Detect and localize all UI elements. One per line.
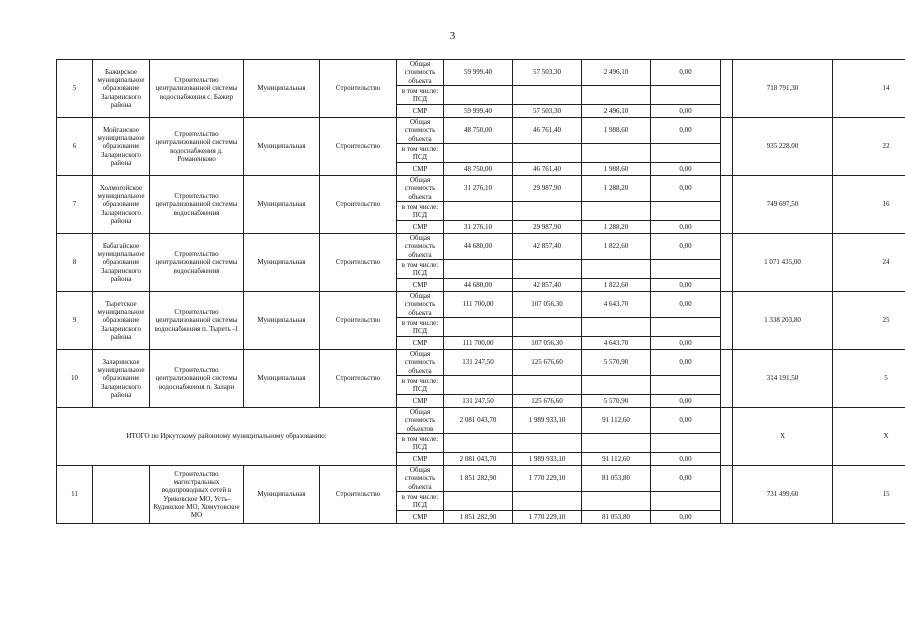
cost-value-local: 1 988,60: [582, 118, 651, 144]
municipality-name: Бажирское муниципальное образование Заларинского района: [93, 60, 150, 118]
cost-value-other: [651, 376, 721, 395]
cost-value-total: 48 750,00: [444, 163, 513, 176]
object-name: Строительство централизованной системы водоснабжения с. Бажир: [150, 60, 244, 118]
spacer-cell: [721, 234, 733, 292]
cost-value-total: [444, 376, 513, 395]
work-type: Строительство: [320, 292, 397, 350]
settlement-count: 5: [833, 350, 905, 408]
work-type: Строительство: [320, 350, 397, 408]
cost-value-total: 44 680,00: [444, 234, 513, 260]
cost-type-label: СМР: [397, 453, 444, 466]
cost-value-regional: 1 770 229,10: [513, 511, 582, 524]
cost-value-regional: [513, 260, 582, 279]
ownership: Муниципальная: [244, 292, 320, 350]
cost-value-local: 1 822,60: [582, 234, 651, 260]
investment-table: [56, 59, 905, 524]
cost-type-label: СМР: [397, 105, 444, 118]
settlement-count: 22: [833, 118, 905, 176]
row-number: 7: [57, 176, 93, 234]
row-number: 9: [57, 292, 93, 350]
cost-value-total: [444, 86, 513, 105]
cost-value-local: 5 570,90: [582, 350, 651, 376]
settlement-count: X: [833, 408, 905, 466]
cost-type-label: СМР: [397, 337, 444, 350]
cost-value-regional: [513, 144, 582, 163]
cost-type-label: СМР: [397, 163, 444, 176]
settlement-count: 16: [833, 176, 905, 234]
cost-value-other: [651, 434, 721, 453]
work-type: Строительство: [320, 176, 397, 234]
cost-value-local: 2 496,10: [582, 60, 651, 86]
cost-value-other: 0,00: [651, 337, 721, 350]
cost-value-regional: 107 056,30: [513, 337, 582, 350]
section-row: [57, 118, 905, 144]
object-name: Строительство централизованной системы водоснабжения п. Тыреть -1: [150, 292, 244, 350]
spacer-cell: [721, 350, 733, 408]
cost-type-label: Общая стоимость объекта: [397, 292, 444, 318]
cost-value-other: [651, 144, 721, 163]
table-body: [57, 60, 905, 524]
cost-value-other: 0,00: [651, 408, 721, 434]
cost-value-local: 5 570,90: [582, 395, 651, 408]
cost-value-local: 4 643,70: [582, 337, 651, 350]
cost-type-label: Общая стоимость объекта: [397, 350, 444, 376]
cost-type-label: Общая стоимость объекта: [397, 118, 444, 144]
cost-value-regional: [513, 376, 582, 395]
cost-value-other: 0,00: [651, 350, 721, 376]
object-name: Строительство централизованной системы водоснабжения д. Романенково: [150, 118, 244, 176]
population-total: 1 071 435,00: [733, 234, 833, 292]
settlement-count: 25: [833, 292, 905, 350]
cost-value-regional: 107 056,30: [513, 292, 582, 318]
cost-type-label: СМР: [397, 511, 444, 524]
spacer-cell: [721, 466, 733, 524]
cost-value-regional: 46 761,40: [513, 163, 582, 176]
population-total: 718 791,30: [733, 60, 833, 118]
spacer-cell: [721, 60, 733, 118]
cost-value-other: 0,00: [651, 105, 721, 118]
section-row: [57, 350, 905, 376]
cost-value-other: 0,00: [651, 395, 721, 408]
cost-value-other: [651, 492, 721, 511]
population-total: X: [733, 408, 833, 466]
cost-value-regional: 1 989 933,10: [513, 408, 582, 434]
cost-value-other: 0,00: [651, 221, 721, 234]
row-number: 6: [57, 118, 93, 176]
spacer-cell: [721, 176, 733, 234]
work-type: Строительство: [320, 60, 397, 118]
spacer-cell: [721, 292, 733, 350]
cost-value-local: 81 053,80: [582, 466, 651, 492]
cost-value-total: [444, 492, 513, 511]
cost-type-label: в том числе: ПСД: [397, 492, 444, 511]
object-name: Строительство централизованной системы водоснабжения: [150, 234, 244, 292]
cost-value-other: 0,00: [651, 279, 721, 292]
cost-value-local: 1 288,20: [582, 221, 651, 234]
cost-value-other: 0,00: [651, 176, 721, 202]
row-number: 5: [57, 60, 93, 118]
cost-value-local: [582, 434, 651, 453]
cost-type-label: СМР: [397, 221, 444, 234]
cost-value-total: [444, 260, 513, 279]
cost-value-local: [582, 86, 651, 105]
cost-type-label: в том числе: ПСД: [397, 144, 444, 163]
cost-value-local: [582, 260, 651, 279]
settlement-count: 24: [833, 234, 905, 292]
cost-value-regional: 125 676,60: [513, 395, 582, 408]
cost-value-local: [582, 144, 651, 163]
cost-value-total: [444, 318, 513, 337]
cost-value-regional: [513, 202, 582, 221]
population-total: 749 697,50: [733, 176, 833, 234]
population-total: 935 228,00: [733, 118, 833, 176]
cost-value-local: [582, 318, 651, 337]
cost-type-label: в том числе: ПСД: [397, 260, 444, 279]
object-name: Строительство магистральных водопроводных сетей в Уриковское МО, Усть-Кудинское МО, Хомутовское МО: [150, 466, 244, 524]
cost-type-label: в том числе: ПСД: [397, 318, 444, 337]
cost-value-regional: 29 987,90: [513, 176, 582, 202]
cost-value-other: 0,00: [651, 163, 721, 176]
ownership: Муниципальная: [244, 466, 320, 524]
cost-value-total: [444, 202, 513, 221]
cost-value-local: 81 053,80: [582, 511, 651, 524]
row-number: 10: [57, 350, 93, 408]
cost-type-label: в том числе: ПСД: [397, 86, 444, 105]
cost-value-total: 131 247,50: [444, 395, 513, 408]
cost-value-total: 2 081 043,70: [444, 408, 513, 434]
cost-value-regional: 46 761,40: [513, 118, 582, 144]
population-total: 731 499,60: [733, 466, 833, 524]
cost-type-label: Общая стоимость объектов: [397, 408, 444, 434]
cost-value-regional: 42 857,40: [513, 234, 582, 260]
cost-value-total: 31 276,10: [444, 221, 513, 234]
cost-value-other: 0,00: [651, 118, 721, 144]
cost-type-label: Общая стоимость объекта: [397, 176, 444, 202]
municipality-name: Заларинское муниципальное образование Заларинского района: [93, 350, 150, 408]
work-type: Строительство: [320, 118, 397, 176]
section-row: [57, 60, 905, 86]
municipality-name: Холмогойское муниципальное образование Заларинского района: [93, 176, 150, 234]
cost-type-label: в том числе: ПСД: [397, 376, 444, 395]
cost-value-other: [651, 86, 721, 105]
cost-value-regional: [513, 86, 582, 105]
cost-type-label: СМР: [397, 279, 444, 292]
cost-value-other: 0,00: [651, 234, 721, 260]
settlement-count: 14: [833, 60, 905, 118]
cost-value-regional: [513, 434, 582, 453]
cost-value-local: 1 288,20: [582, 176, 651, 202]
cost-value-total: 2 081 043,70: [444, 453, 513, 466]
cost-value-regional: 42 857,40: [513, 279, 582, 292]
spacer-cell: [721, 408, 733, 466]
cost-value-local: 1 822,60: [582, 279, 651, 292]
cost-value-local: [582, 202, 651, 221]
cost-value-total: [444, 434, 513, 453]
cost-value-total: 31 276,10: [444, 176, 513, 202]
cost-value-total: 1 851 282,90: [444, 511, 513, 524]
cost-value-regional: 57 503,30: [513, 60, 582, 86]
cost-value-other: [651, 202, 721, 221]
cost-value-local: [582, 492, 651, 511]
municipality-name: Бабагайское муниципальное образование Заларинского района: [93, 234, 150, 292]
cost-value-total: 1 851 282,90: [444, 466, 513, 492]
cost-value-total: 111 700,00: [444, 292, 513, 318]
cost-value-other: 0,00: [651, 60, 721, 86]
cost-value-local: 2 496,10: [582, 105, 651, 118]
cost-value-regional: 29 987,90: [513, 221, 582, 234]
cost-value-regional: 1 770 229,10: [513, 466, 582, 492]
municipality-name: [93, 466, 150, 524]
cost-value-regional: 57 503,30: [513, 105, 582, 118]
cost-value-total: 111 700,00: [444, 337, 513, 350]
cost-type-label: Общая стоимость объекта: [397, 466, 444, 492]
cost-value-regional: [513, 318, 582, 337]
cost-value-local: 1 988,60: [582, 163, 651, 176]
population-total: 314 191,50: [733, 350, 833, 408]
section-row: [57, 466, 905, 492]
cost-value-total: 59 999,40: [444, 105, 513, 118]
cost-value-regional: [513, 492, 582, 511]
object-name: Строительство централизованной системы водоснабжения п. Залари: [150, 350, 244, 408]
ownership: Муниципальная: [244, 60, 320, 118]
cost-value-other: 0,00: [651, 511, 721, 524]
cost-type-label: в том числе: ПСД: [397, 434, 444, 453]
cost-value-other: [651, 260, 721, 279]
cost-value-local: 4 643,70: [582, 292, 651, 318]
cost-type-label: Общая стоимость объекта: [397, 234, 444, 260]
cost-type-label: в том числе: ПСД: [397, 202, 444, 221]
cost-value-regional: 1 989 933,10: [513, 453, 582, 466]
section-row: [57, 234, 905, 260]
ownership: Муниципальная: [244, 118, 320, 176]
work-type: Строительство: [320, 466, 397, 524]
cost-value-regional: 125 676,60: [513, 350, 582, 376]
total-label: ИТОГО по Иркутскому районному муниципальному образованию:: [57, 408, 397, 466]
cost-value-local: 91 112,60: [582, 408, 651, 434]
cost-value-other: [651, 318, 721, 337]
cost-value-other: 0,00: [651, 453, 721, 466]
cost-value-total: 48 750,00: [444, 118, 513, 144]
ownership: Муниципальная: [244, 350, 320, 408]
municipality-name: Тыретское муниципальное образование Заларинского района: [93, 292, 150, 350]
page-number: 3: [449, 30, 456, 42]
cost-value-total: [444, 144, 513, 163]
ownership: Муниципальная: [244, 234, 320, 292]
cost-value-other: 0,00: [651, 466, 721, 492]
section-row: [57, 292, 905, 318]
ownership: Муниципальная: [244, 176, 320, 234]
cost-value-total: 59 999,40: [444, 60, 513, 86]
section-row: [57, 408, 905, 434]
spacer-cell: [721, 118, 733, 176]
work-type: Строительство: [320, 234, 397, 292]
cost-value-local: [582, 376, 651, 395]
cost-value-other: 0,00: [651, 292, 721, 318]
population-total: 1 338 203,80: [733, 292, 833, 350]
municipality-name: Мойганское муниципальное образование Заларинского района: [93, 118, 150, 176]
section-row: [57, 176, 905, 202]
cost-value-local: 91 112,60: [582, 453, 651, 466]
row-number: 11: [57, 466, 93, 524]
settlement-count: 15: [833, 466, 905, 524]
object-name: Строительство централизованной системы водоснабжения: [150, 176, 244, 234]
cost-value-total: 131 247,50: [444, 350, 513, 376]
row-number: 8: [57, 234, 93, 292]
cost-type-label: Общая стоимость объекта: [397, 60, 444, 86]
cost-type-label: СМР: [397, 395, 444, 408]
cost-value-total: 44 680,00: [444, 279, 513, 292]
